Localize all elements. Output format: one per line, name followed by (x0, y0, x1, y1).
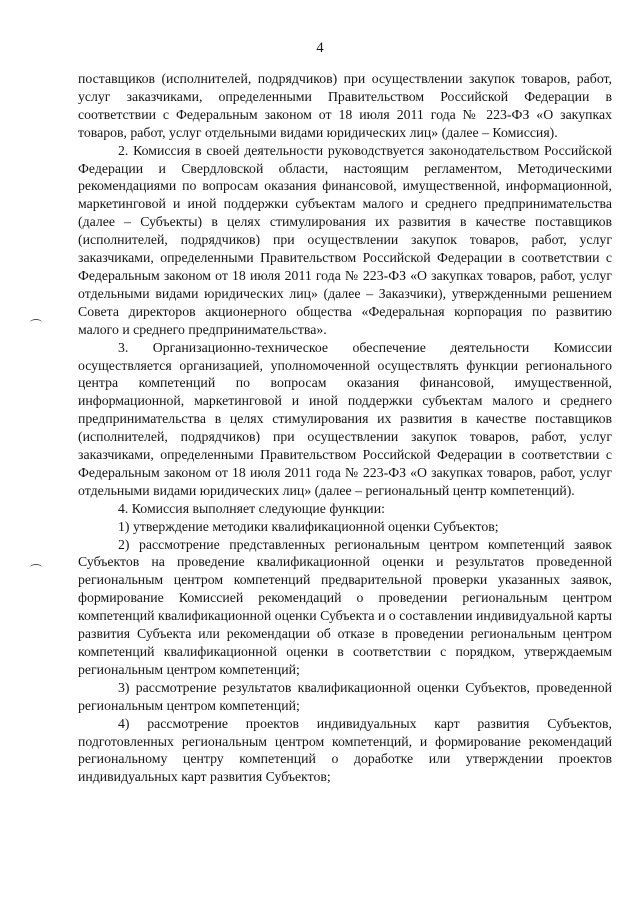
paragraph-item-4: 4. Комиссия выполняет следующие функции: (118, 500, 385, 516)
function-item-3: 3) рассмотрение результатов квалификационной оценки Субъектов, проведенной региональным центром компетенций; (78, 679, 612, 713)
page-number: 4 (316, 40, 324, 56)
paragraph-item-3: 3. Организационно-техническое обеспечение деятельности Комиссии осуществляется организацией, уполномоченной осуществлять функции регионального центра компетенций по вопросам оказания финансовой, имущественной, информационной, маркетинговой и иной поддержки субъектам малого и среднего предпринимательства в целях стимулирования их развития в качестве поставщиков (исполнителей, подрядчиков) при осуществлении закупок товаров, работ, услуг заказчиками, определенными Правительством Российской Федерации в соответствии с Федеральным законом от 18 июля 2011 года № 223-ФЗ «О закупках товаров, работ, услуг отдельными видами юридических лиц» (далее – региональный центр компетенций). (78, 339, 612, 498)
margin-mark (30, 564, 42, 571)
function-item-4: 4) рассмотрение проектов индивидуальных карт развития Субъектов, подготовленных региональным центром компетенций, и формирование рекомендаций региональному центру компетенций о доработке или утверждении проектов индивидуальных карт развития Субъектов; (78, 715, 612, 785)
document-body (78, 70, 612, 786)
margin-mark (30, 319, 42, 326)
paragraph-continuation: поставщиков (исполнителей, подрядчиков) при осуществлении закупок товаров, работ, услуг заказчиками, определенными Правительством Российской Федерации в соответствии с Федеральным законом от 18 июля 2011 года № 223-ФЗ «О закупках товаров, работ, услуг отдельными видами юридических лиц» (далее – Комиссия). (78, 71, 612, 140)
function-item-2: 2) рассмотрение представленных региональным центром компетенций заявок Субъектов на проведение квалификационной оценки и результатов проведенной региональным центром компетенций предварительной проверки указанных заявок, формирование Комиссией рекомендаций о проведении региональным центром компетенций квалификационной оценки Субъекта и о составлении индивидуальной карты развития Субъекта или рекомендации об отказе в проведении региональным центром компетенций квалификационной оценки в соответствии с порядком, утверждаемым региональным центром компетенций; (78, 536, 612, 677)
function-item-1: 1) утверждение методики квалификационной оценки Субъектов; (118, 518, 499, 534)
paragraph-item-2: 2. Комиссия в своей деятельности руководствуется законодательством Российской Федерации и Свердловской области, настоящим регламентом, Методическими рекомендациями по вопросам оказания финансовой, имущественной, информационной, маркетинговой и иной поддержки субъектам малого и среднего предпринимательства (далее – Субъекты) в целях стимулирования их развития в качестве поставщиков (исполнителей, подрядчиков) при осуществлении закупок товаров, работ, услуг заказчиками, определенными Правительством Российской Федерации в соответствии с Федеральным законом от 18 июля 2011 года № 223-ФЗ «О закупках товаров, работ, услуг отдельными видами юридических лиц» (далее – Заказчики), утвержденными решением Совета директоров акционерного общества «Федеральная корпорация по развитию малого и среднего предпринимательства». (78, 142, 612, 337)
